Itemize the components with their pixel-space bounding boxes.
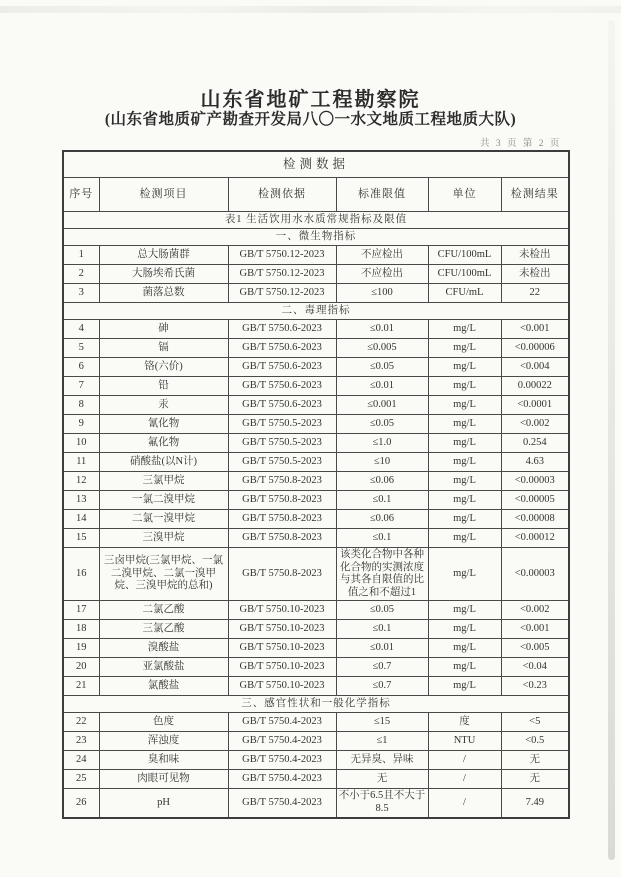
cell-result: <0.5 xyxy=(501,732,569,751)
cell-no: 14 xyxy=(63,510,99,529)
cell-basis: GB/T 5750.10-2023 xyxy=(228,677,336,696)
cell-no: 6 xyxy=(63,358,99,377)
scan-artifact-right xyxy=(608,20,615,860)
cell-limit: ≤0.05 xyxy=(336,601,428,620)
table-row xyxy=(63,491,569,510)
cell-result: <5 xyxy=(501,713,569,732)
section-title: 一、微生物指标 xyxy=(63,229,569,246)
cell-result: 无 xyxy=(501,770,569,789)
cell-basis: GB/T 5750.5-2023 xyxy=(228,453,336,472)
cell-basis: GB/T 5750.5-2023 xyxy=(228,415,336,434)
cell-unit: mg/L xyxy=(428,510,501,529)
table-row xyxy=(63,548,569,601)
cell-no: 7 xyxy=(63,377,99,396)
test-table-body xyxy=(63,151,569,818)
cell-item: 硝酸盐(以N计) xyxy=(99,453,228,472)
cell-no: 26 xyxy=(63,789,99,818)
table-row xyxy=(63,320,569,339)
cell-basis: GB/T 5750.8-2023 xyxy=(228,491,336,510)
cell-item: 铬(六价) xyxy=(99,358,228,377)
cell-limit: ≤0.01 xyxy=(336,320,428,339)
cell-result: 22 xyxy=(501,284,569,303)
table-row xyxy=(63,770,569,789)
cell-result: <0.002 xyxy=(501,415,569,434)
table-row xyxy=(63,658,569,677)
cell-item: 氯酸盐 xyxy=(99,677,228,696)
cell-result: 0.254 xyxy=(501,434,569,453)
cell-result: 7.49 xyxy=(501,789,569,818)
cell-item: 三氯甲烷 xyxy=(99,472,228,491)
page-number-marker: 共 3 页 第 2 页 xyxy=(480,139,562,149)
table-row xyxy=(63,472,569,491)
cell-basis: GB/T 5750.8-2023 xyxy=(228,529,336,548)
cell-no: 8 xyxy=(63,396,99,415)
cell-unit: mg/L xyxy=(428,377,501,396)
cell-result: <0.00012 xyxy=(501,529,569,548)
cell-unit: mg/L xyxy=(428,415,501,434)
cell-item: 浑浊度 xyxy=(99,732,228,751)
cell-basis: GB/T 5750.12-2023 xyxy=(228,284,336,303)
cell-basis: GB/T 5750.8-2023 xyxy=(228,510,336,529)
cell-limit: ≤0.06 xyxy=(336,510,428,529)
cell-no: 16 xyxy=(63,548,99,601)
cell-no: 2 xyxy=(63,265,99,284)
table-row xyxy=(63,601,569,620)
cell-no: 22 xyxy=(63,713,99,732)
cell-item: 氰化物 xyxy=(99,415,228,434)
section-title: 三、感官性状和一般化学指标 xyxy=(63,696,569,713)
cell-item: 氟化物 xyxy=(99,434,228,453)
table-row xyxy=(63,265,569,284)
table-row xyxy=(63,529,569,548)
scan-artifact-top xyxy=(0,6,621,13)
cell-basis: GB/T 5750.6-2023 xyxy=(228,396,336,415)
cell-result: <0.00003 xyxy=(501,472,569,491)
cell-no: 25 xyxy=(63,770,99,789)
cell-basis: GB/T 5750.5-2023 xyxy=(228,434,336,453)
col-header-unit: 单位 xyxy=(428,178,501,212)
cell-item: 三溴甲烷 xyxy=(99,529,228,548)
cell-limit: ≤0.1 xyxy=(336,491,428,510)
table-row xyxy=(63,510,569,529)
section-header-row xyxy=(63,229,569,246)
cell-limit: 无 xyxy=(336,770,428,789)
cell-result: <0.004 xyxy=(501,358,569,377)
cell-basis: GB/T 5750.12-2023 xyxy=(228,265,336,284)
cell-item: 三氯乙酸 xyxy=(99,620,228,639)
cell-limit: ≤0.05 xyxy=(336,358,428,377)
cell-unit: mg/L xyxy=(428,396,501,415)
col-header-result: 检测结果 xyxy=(501,178,569,212)
cell-limit: 不应检出 xyxy=(336,246,428,265)
cell-result: 0.00022 xyxy=(501,377,569,396)
cell-limit: ≤1.0 xyxy=(336,434,428,453)
cell-limit: 不小于6.5且不大于8.5 xyxy=(336,789,428,818)
cell-item: 汞 xyxy=(99,396,228,415)
cell-limit: ≤0.01 xyxy=(336,639,428,658)
cell-limit: ≤0.1 xyxy=(336,620,428,639)
cell-unit: mg/L xyxy=(428,620,501,639)
cell-limit: ≤1 xyxy=(336,732,428,751)
cell-no: 11 xyxy=(63,453,99,472)
test-results-table-container xyxy=(62,150,568,819)
cell-limit: ≤0.7 xyxy=(336,677,428,696)
cell-limit: ≤0.01 xyxy=(336,377,428,396)
cell-limit: 该类化合物中各种化合物的实测浓度与其各自限值的比值之和不超过1 xyxy=(336,548,428,601)
cell-result: 未检出 xyxy=(501,265,569,284)
cell-limit: ≤0.7 xyxy=(336,658,428,677)
table-row xyxy=(63,434,569,453)
col-header-limit: 标准限值 xyxy=(336,178,428,212)
cell-basis: GB/T 5750.8-2023 xyxy=(228,548,336,601)
cell-no: 4 xyxy=(63,320,99,339)
cell-result: <0.23 xyxy=(501,677,569,696)
document-subtitle: (山东省地质矿产勘查开发局八〇一水文地质工程地质大队) xyxy=(104,111,517,128)
cell-limit: ≤0.06 xyxy=(336,472,428,491)
cell-item: 铅 xyxy=(99,377,228,396)
cell-limit: ≤0.05 xyxy=(336,415,428,434)
table-subtitle: 表1 生活饮用水水质常规指标及限值 xyxy=(63,212,569,229)
section-header-row xyxy=(63,696,569,713)
cell-unit: mg/L xyxy=(428,658,501,677)
cell-basis: GB/T 5750.10-2023 xyxy=(228,658,336,677)
table-row xyxy=(63,732,569,751)
cell-basis: GB/T 5750.6-2023 xyxy=(228,377,336,396)
cell-item: 肉眼可见物 xyxy=(99,770,228,789)
cell-unit: mg/L xyxy=(428,320,501,339)
cell-item: 臭和味 xyxy=(99,751,228,770)
table-caption: 检测数据 xyxy=(63,151,569,178)
table-row xyxy=(63,751,569,770)
cell-result: <0.0001 xyxy=(501,396,569,415)
table-row xyxy=(63,677,569,696)
table-row xyxy=(63,620,569,639)
cell-result: <0.002 xyxy=(501,601,569,620)
cell-basis: GB/T 5750.10-2023 xyxy=(228,601,336,620)
cell-unit: / xyxy=(428,789,501,818)
cell-result: <0.00003 xyxy=(501,548,569,601)
col-header-basis: 检测依据 xyxy=(228,178,336,212)
cell-limit: ≤0.1 xyxy=(336,529,428,548)
cell-limit: ≤10 xyxy=(336,453,428,472)
cell-limit: ≤0.005 xyxy=(336,339,428,358)
cell-result: <0.001 xyxy=(501,320,569,339)
cell-limit: ≤100 xyxy=(336,284,428,303)
cell-no: 15 xyxy=(63,529,99,548)
cell-unit: mg/L xyxy=(428,472,501,491)
cell-result: 无 xyxy=(501,751,569,770)
cell-no: 20 xyxy=(63,658,99,677)
cell-unit: mg/L xyxy=(428,548,501,601)
cell-limit: 无异臭、异味 xyxy=(336,751,428,770)
test-results-table xyxy=(62,150,570,819)
cell-result: <0.00005 xyxy=(501,491,569,510)
cell-no: 1 xyxy=(63,246,99,265)
cell-result: <0.00006 xyxy=(501,339,569,358)
col-header-no: 序号 xyxy=(63,178,99,212)
cell-basis: GB/T 5750.6-2023 xyxy=(228,339,336,358)
cell-item: 亚氯酸盐 xyxy=(99,658,228,677)
cell-item: 镉 xyxy=(99,339,228,358)
cell-basis: GB/T 5750.12-2023 xyxy=(228,246,336,265)
cell-item: 砷 xyxy=(99,320,228,339)
cell-unit: CFU/100mL xyxy=(428,246,501,265)
cell-no: 5 xyxy=(63,339,99,358)
cell-unit: NTU xyxy=(428,732,501,751)
cell-no: 17 xyxy=(63,601,99,620)
cell-unit: mg/L xyxy=(428,601,501,620)
cell-no: 21 xyxy=(63,677,99,696)
cell-unit: mg/L xyxy=(428,677,501,696)
cell-no: 10 xyxy=(63,434,99,453)
cell-unit: / xyxy=(428,770,501,789)
cell-unit: mg/L xyxy=(428,339,501,358)
cell-result: <0.04 xyxy=(501,658,569,677)
column-header-row xyxy=(63,178,569,212)
table-row xyxy=(63,639,569,658)
cell-no: 9 xyxy=(63,415,99,434)
cell-basis: GB/T 5750.4-2023 xyxy=(228,751,336,770)
table-row xyxy=(63,246,569,265)
cell-unit: CFU/mL xyxy=(428,284,501,303)
cell-unit: / xyxy=(428,751,501,770)
table-row xyxy=(63,396,569,415)
cell-limit: 不应检出 xyxy=(336,265,428,284)
cell-result: 未检出 xyxy=(501,246,569,265)
cell-basis: GB/T 5750.6-2023 xyxy=(228,358,336,377)
cell-result: 4.63 xyxy=(501,453,569,472)
cell-item: 二氯一溴甲烷 xyxy=(99,510,228,529)
section-header-row xyxy=(63,303,569,320)
cell-item: 一氯二溴甲烷 xyxy=(99,491,228,510)
table-row xyxy=(63,284,569,303)
cell-item: 三卤甲烷(三氯甲烷、一氯二溴甲烷、二氯一溴甲烷、三溴甲烷的总和) xyxy=(99,548,228,601)
table-row xyxy=(63,453,569,472)
cell-basis: GB/T 5750.4-2023 xyxy=(228,713,336,732)
cell-unit: mg/L xyxy=(428,639,501,658)
cell-basis: GB/T 5750.4-2023 xyxy=(228,789,336,818)
cell-item: 二氯乙酸 xyxy=(99,601,228,620)
table-row xyxy=(63,377,569,396)
table-subtitle-row xyxy=(63,212,569,229)
cell-no: 3 xyxy=(63,284,99,303)
cell-unit: mg/L xyxy=(428,358,501,377)
table-row xyxy=(63,415,569,434)
cell-no: 12 xyxy=(63,472,99,491)
table-row xyxy=(63,358,569,377)
section-title: 二、毒理指标 xyxy=(63,303,569,320)
cell-limit: ≤15 xyxy=(336,713,428,732)
cell-basis: GB/T 5750.8-2023 xyxy=(228,472,336,491)
cell-limit: ≤0.001 xyxy=(336,396,428,415)
table-row xyxy=(63,789,569,818)
cell-unit: CFU/100mL xyxy=(428,265,501,284)
cell-basis: GB/T 5750.4-2023 xyxy=(228,770,336,789)
cell-no: 23 xyxy=(63,732,99,751)
cell-basis: GB/T 5750.6-2023 xyxy=(228,320,336,339)
cell-unit: mg/L xyxy=(428,491,501,510)
cell-item: 溴酸盐 xyxy=(99,639,228,658)
table-row xyxy=(63,713,569,732)
cell-item: 总大肠菌群 xyxy=(99,246,228,265)
cell-unit: mg/L xyxy=(428,529,501,548)
cell-no: 24 xyxy=(63,751,99,770)
cell-no: 13 xyxy=(63,491,99,510)
cell-unit: mg/L xyxy=(428,453,501,472)
cell-no: 18 xyxy=(63,620,99,639)
cell-result: <0.005 xyxy=(501,639,569,658)
cell-basis: GB/T 5750.4-2023 xyxy=(228,732,336,751)
table-caption-row xyxy=(63,151,569,178)
cell-item: pH xyxy=(99,789,228,818)
cell-item: 大肠埃希氏菌 xyxy=(99,265,228,284)
cell-unit: mg/L xyxy=(428,434,501,453)
document-title: 山东省地矿工程勘察院 xyxy=(200,89,421,111)
cell-basis: GB/T 5750.10-2023 xyxy=(228,620,336,639)
cell-result: <0.001 xyxy=(501,620,569,639)
cell-result: <0.00008 xyxy=(501,510,569,529)
col-header-item: 检测项目 xyxy=(99,178,228,212)
table-row xyxy=(63,339,569,358)
cell-unit: 度 xyxy=(428,713,501,732)
cell-item: 菌落总数 xyxy=(99,284,228,303)
cell-basis: GB/T 5750.10-2023 xyxy=(228,639,336,658)
cell-item: 色度 xyxy=(99,713,228,732)
cell-no: 19 xyxy=(63,639,99,658)
